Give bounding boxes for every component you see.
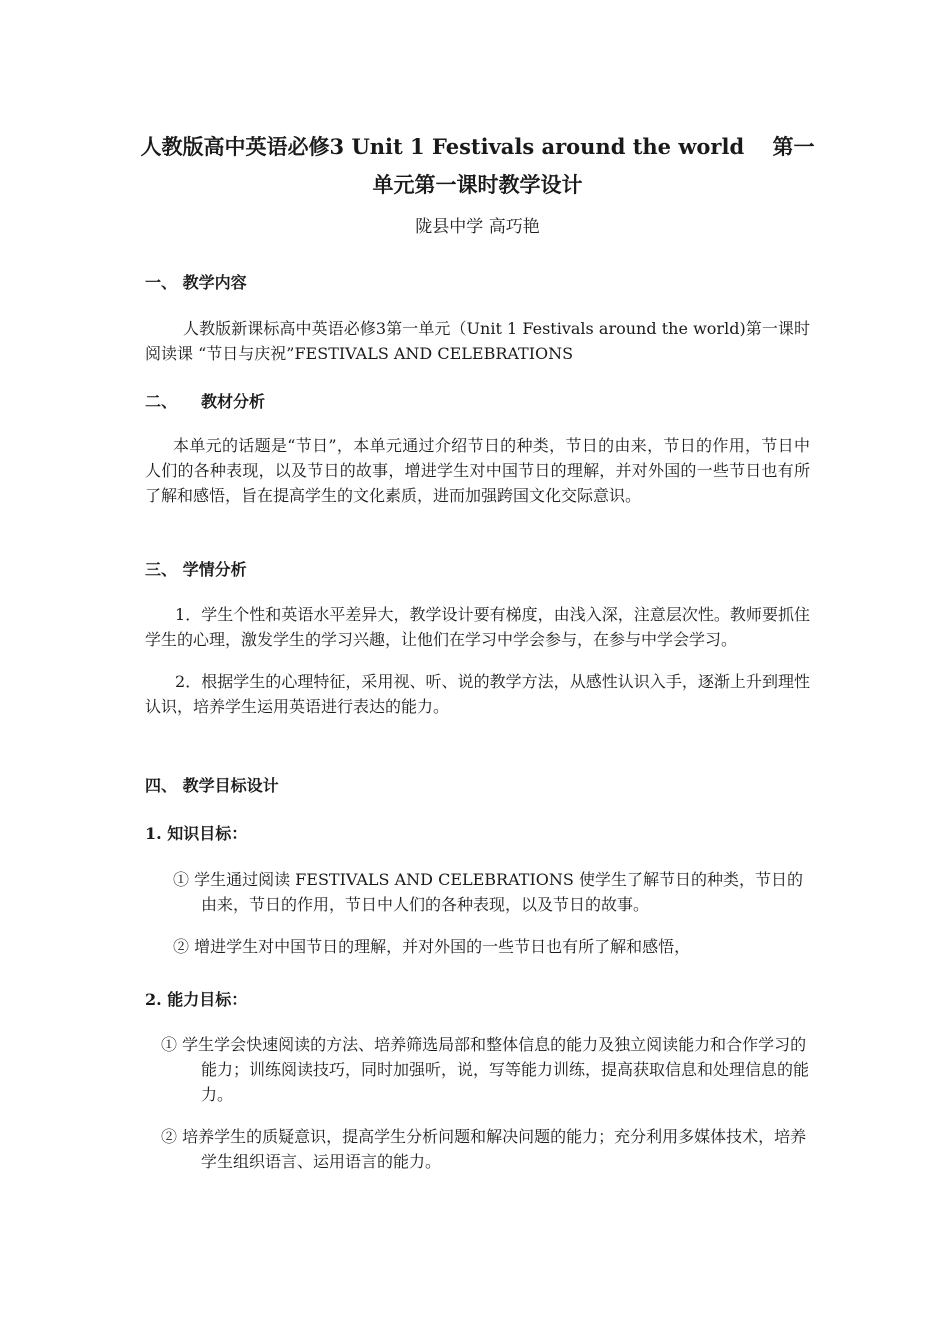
section-goals: [145, 774, 810, 798]
subsection-heading: 1. 知识目标：: [145, 824, 248, 843]
goal-item: ① 学生通过阅读 FESTIVALS AND CELEBRATIONS 使学生了解节日的种类，节日的由来，节日的作用，节日中人们的各种表现，以及节日的故事。: [173, 870, 803, 914]
section-analysis: [145, 390, 810, 508]
document-page: [140, 128, 815, 1171]
goal-item: ① 学生学会快速阅读的方法、培养筛选局部和整体信息的能力及独立阅读能力和合作学习的能力；训练阅读技巧，同时加强听，说，写等能力训练，提高获取信息和处理信息的能力。: [161, 1035, 810, 1104]
section-heading: 一、 教学内容: [145, 273, 247, 292]
knowledge-goals: [145, 822, 810, 959]
title-line-2: 单元第一课时教学设计: [372, 172, 583, 197]
author-line: 陇县中学 高巧艳: [415, 217, 540, 237]
goal-item: ② 培养学生的质疑意识，提高学生分析问题和解决问题的能力；充分利用多媒体技术，培养学生组织语言、运用语言的能力。: [161, 1127, 807, 1171]
section-learners: [145, 558, 810, 719]
section-heading: 三、 学情分析: [145, 560, 247, 579]
paragraph: 人教版新课标高中英语必修3第一单元（Unit 1 Festivals around the world)第一课时 阅读课 “节日与庆祝”FESTIVALS AND CELEBRATIONS: [145, 319, 810, 363]
title-line-1: 人教版高中英语必修3 Unit 1 Festivals around the world 第一: [140, 134, 815, 159]
section-content: [145, 271, 810, 366]
section-heading: 四、 教学目标设计: [145, 776, 279, 795]
document-title: [135, 128, 820, 204]
goal-item: ② 增进学生对中国节日的理解，并对外国的一些节日也有所了解和感悟，: [173, 937, 691, 956]
section-heading: 二、 教材分析: [145, 392, 266, 411]
ability-goals: [145, 988, 810, 1174]
subsection-heading: 2. 能力目标：: [145, 990, 248, 1009]
paragraph: 1．学生个性和英语水平差异大，教学设计要有梯度，由浅入深，注意层次性。教师要抓住学生的心理，激发学生的学习兴趣，让他们在学习中学会参与，在参与中学会学习。: [145, 605, 810, 649]
paragraph: 2．根据学生的心理特征，采用视、听、说的教学方法，从感性认识入手，逐渐上升到理性认识，培养学生运用英语进行表达的能力。: [145, 672, 810, 716]
paragraph: 本单元的话题是“节日”，本单元通过介绍节日的种类，节日的由来，节日的作用，节日中人们的各种表现，以及节日的故事，增进学生对中国节日的理解，并对外国的一些节日也有所了解和感悟，旨在提高学生的文化素质，进而加强跨国文化交际意识。: [145, 436, 810, 505]
